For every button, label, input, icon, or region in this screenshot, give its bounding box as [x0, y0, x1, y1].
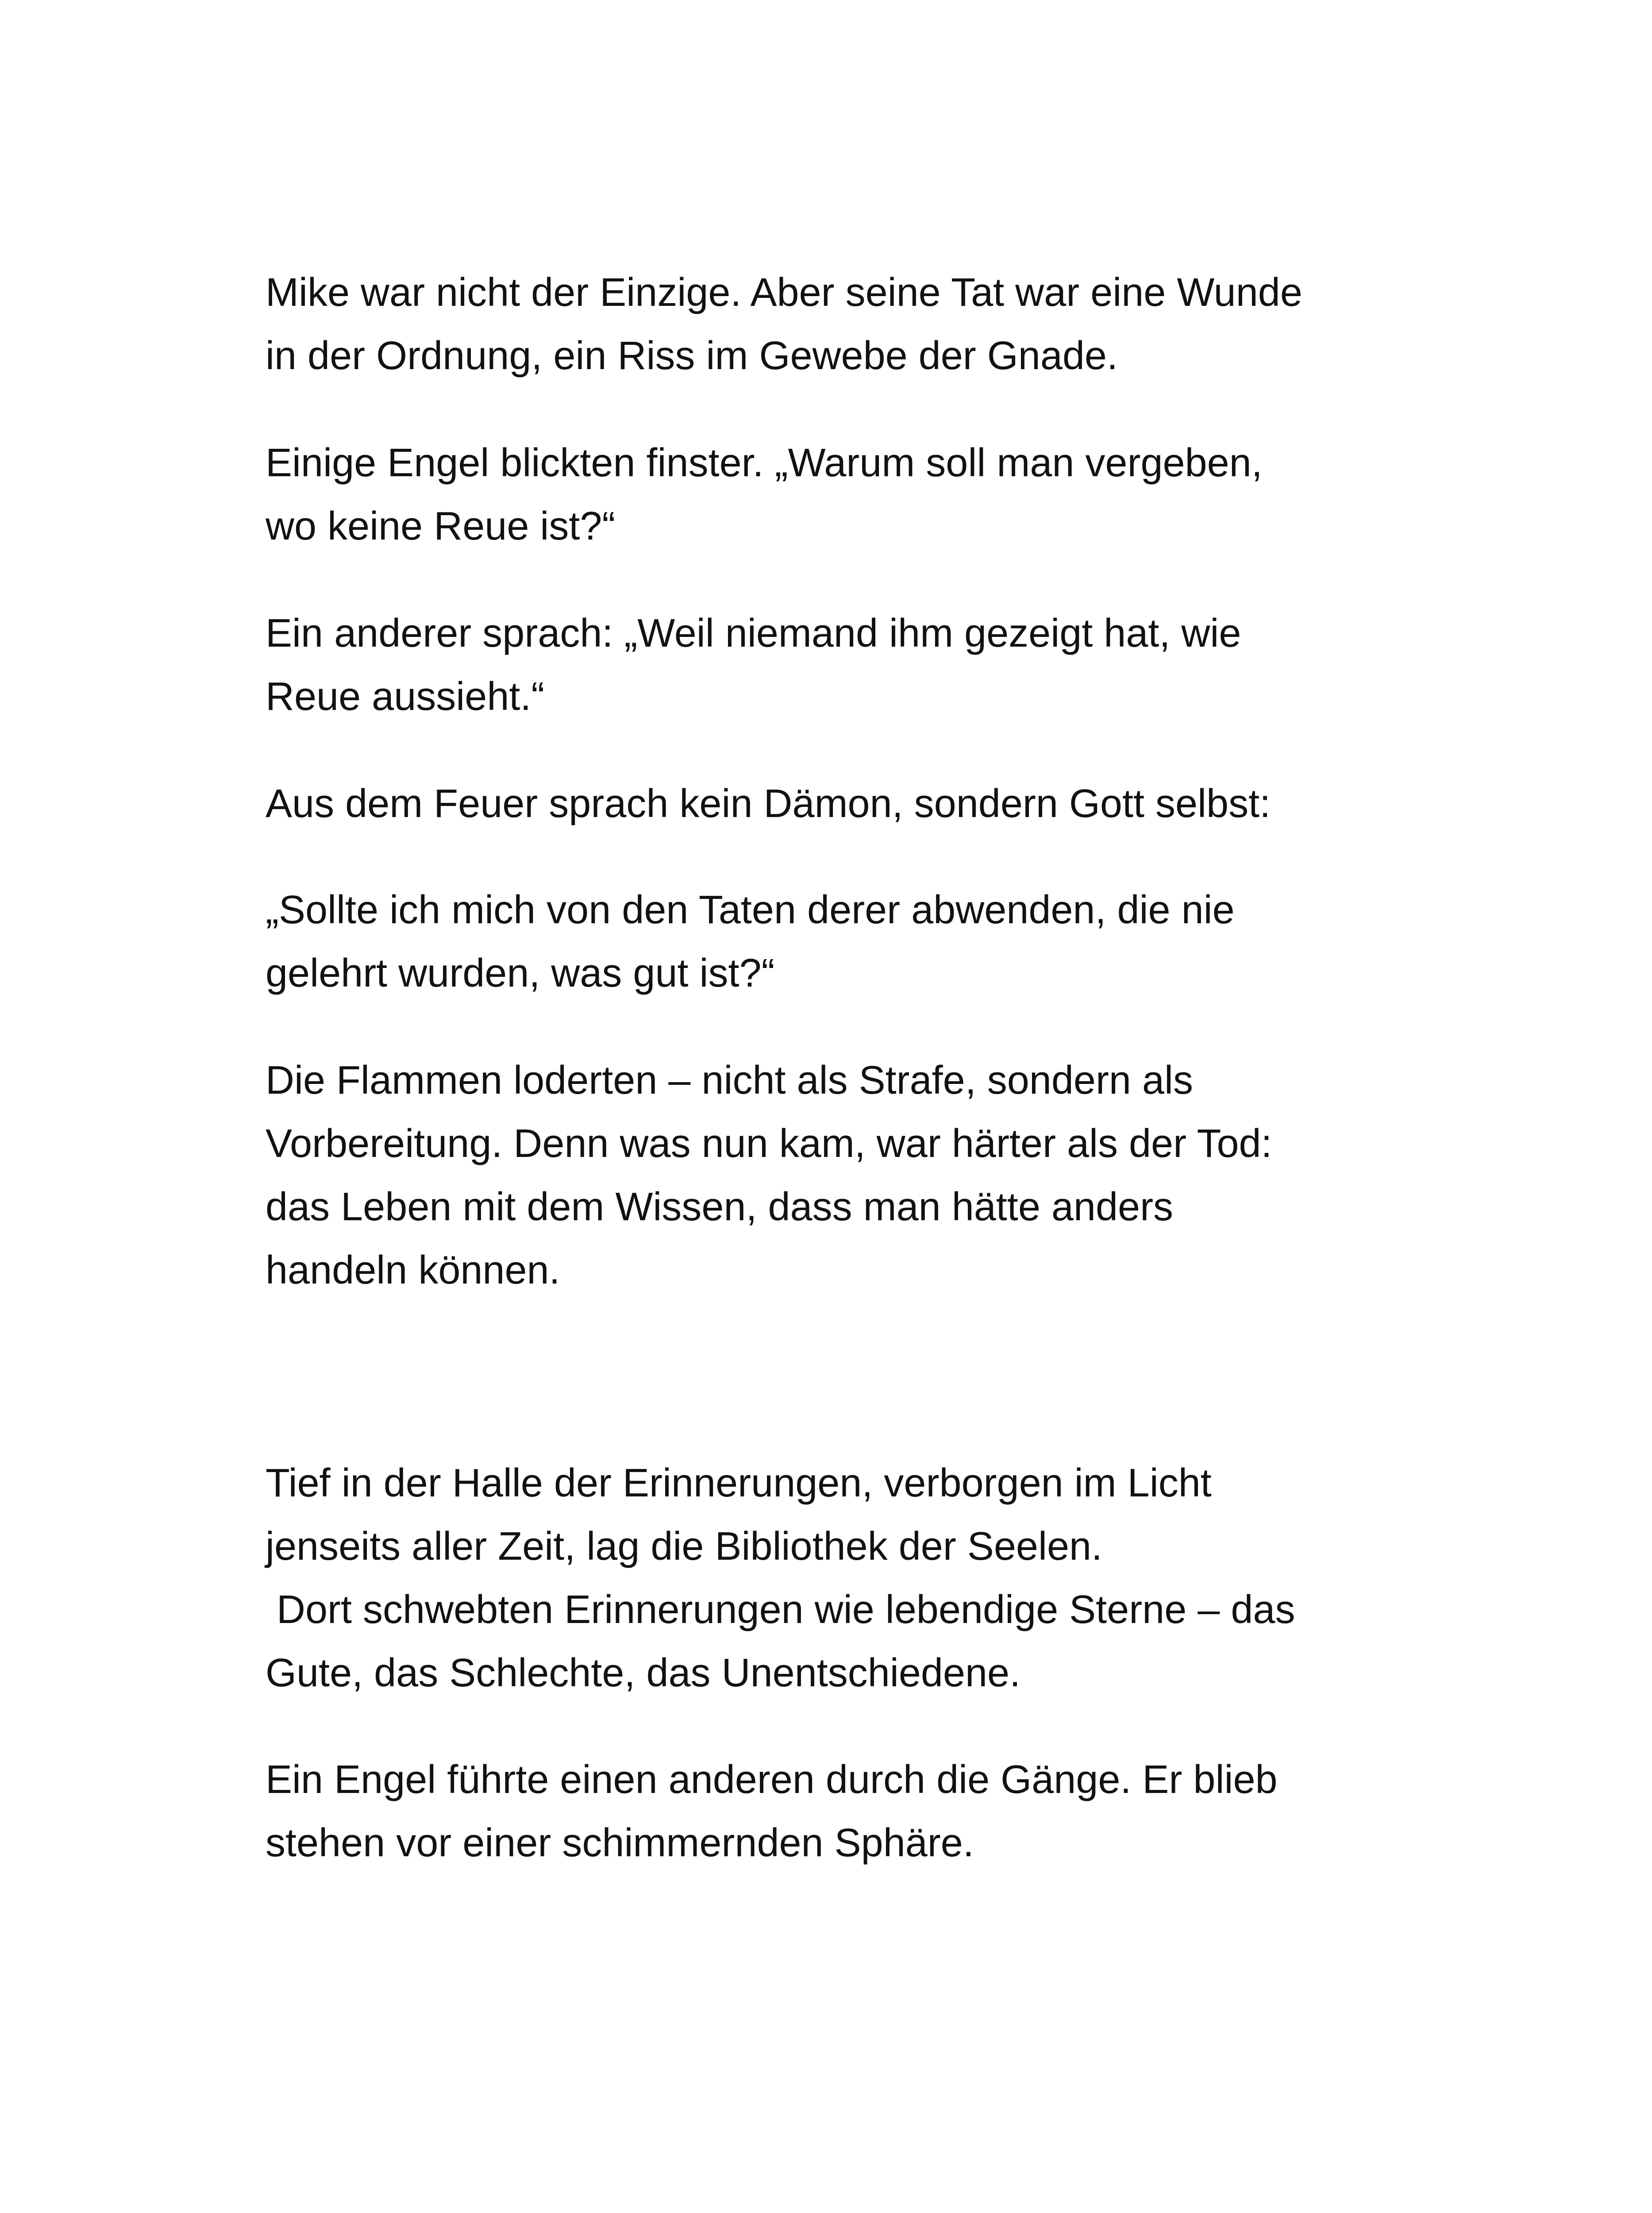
text-line: handeln können.	[266, 1248, 560, 1292]
text-line: Reue aussieht.“	[266, 675, 545, 719]
text-line: in der Ordnung, ein Riss im Gewebe der Gnade.	[266, 334, 1118, 378]
paragraph-flammen	[266, 1049, 1416, 1302]
text-line: Einige Engel blickten finster. „Warum soll man vergeben,	[266, 441, 1263, 485]
text-line: Mike war nicht der Einzige. Aber seine Tat war eine Wunde	[266, 270, 1302, 315]
text-line: Gute, das Schlechte, das Unentschiedene.	[266, 1651, 1021, 1695]
text-line: Ein anderer sprach: „Weil niemand ihm gezeigt hat, wie	[266, 611, 1241, 655]
paragraph-mike	[266, 261, 1416, 388]
text-line: stehen vor einer schimmernden Sphäre.	[266, 1821, 974, 1865]
text-line: jenseits aller Zeit, lag die Bibliothek der Seelen.	[266, 1524, 1103, 1569]
text-line: Vorbereitung. Denn was nun kam, war härter als der Tod:	[266, 1122, 1272, 1166]
text-line: gelehrt wurden, was gut ist?“	[266, 951, 775, 995]
text-line: Die Flammen loderten – nicht als Strafe, sondern als	[266, 1058, 1194, 1103]
paragraph-engel-finster	[266, 432, 1416, 558]
paragraph-gott-zitat	[266, 879, 1416, 1005]
paragraph-engel-gaenge	[266, 1748, 1416, 1875]
text-line: das Leben mit dem Wissen, dass man hätte anders	[266, 1185, 1174, 1229]
text-line: Dort schwebten Erinnerungen wie lebendige Sterne – das	[266, 1588, 1295, 1632]
text-line: Tief in der Halle der Erinnerungen, verborgen im Licht	[266, 1461, 1212, 1505]
text-line: „Sollte ich mich von den Taten derer abwenden, die nie	[266, 888, 1235, 932]
text-line: wo keine Reue ist?“	[266, 504, 616, 548]
paragraph-halle-erinnerungen	[266, 1452, 1416, 1705]
paragraph-anderer-sprach	[266, 602, 1416, 729]
text-line: Ein Engel führte einen anderen durch die Gänge. Er blieb	[266, 1758, 1278, 1802]
text-line: Aus dem Feuer sprach kein Dämon, sondern Gott selbst:	[266, 782, 1271, 826]
paragraph-feuer	[266, 772, 1416, 836]
